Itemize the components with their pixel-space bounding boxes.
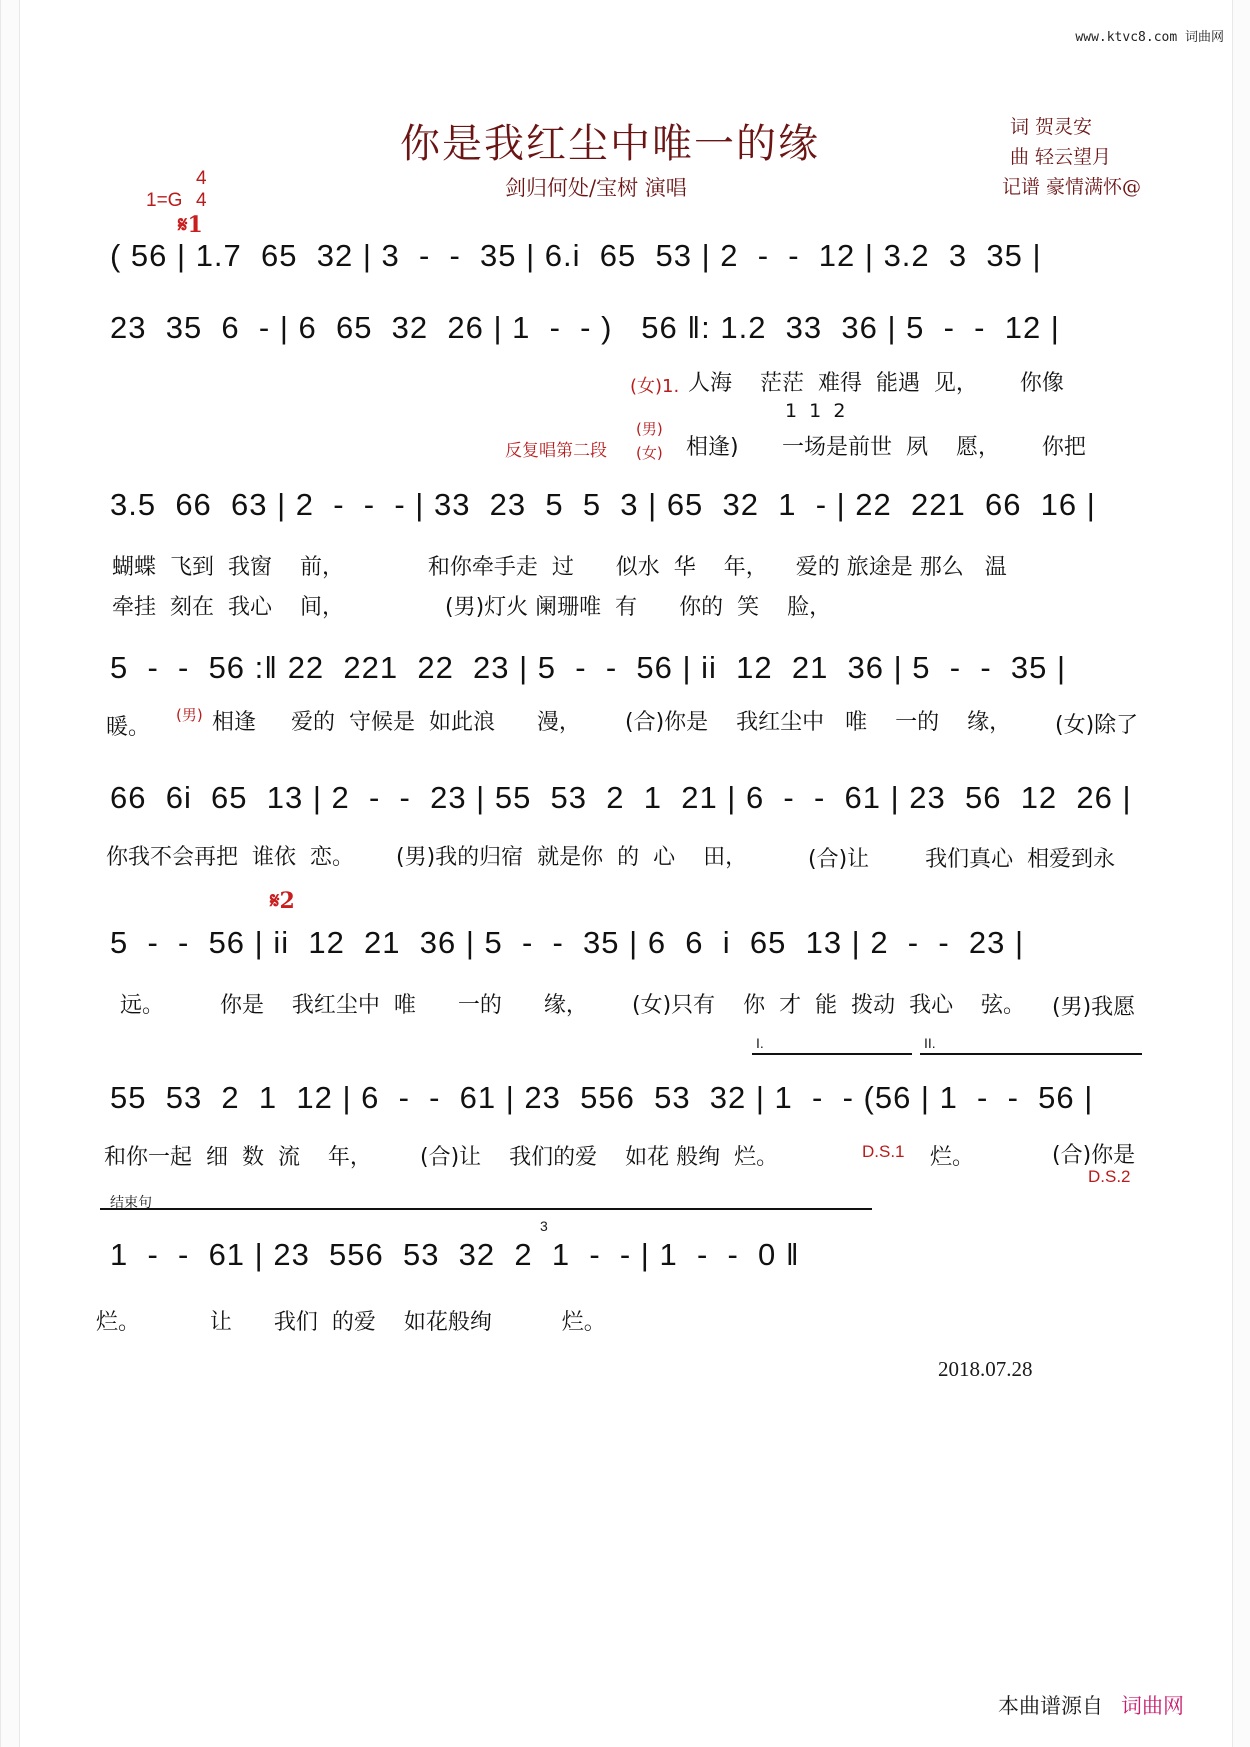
- lyric-line-8b: (合)让 我们的爱 如花 般绚 烂。: [420, 1145, 779, 1170]
- notation-row-2: 23 35 6 - | 6 65 32 26 | 1 - - ) 56 ‖: 1.2 33 36 | 5 - - 12 |: [110, 310, 1060, 345]
- lyric-line-5c: 相逢 爱的 守候是 如此浪 漫，: [212, 710, 581, 735]
- volta-2-bracket: [920, 1053, 1142, 1055]
- singer-male-tag-2: (男): [176, 706, 203, 724]
- source-site: 词曲网: [1121, 1694, 1184, 1718]
- lyric-line-8c: 烂。: [930, 1145, 975, 1170]
- lyric-singer-tag: (女)1.: [630, 376, 680, 397]
- lyric-line-5e: (女)除了: [1055, 713, 1139, 738]
- lyric-line-2a: 相逢): [686, 435, 739, 460]
- ds-1-marker: D.S.1: [862, 1142, 905, 1161]
- ending-label: 结束句: [110, 1194, 152, 1210]
- notation-row-5: 66 6i 65 13 | 2 - - 23 | 55 53 2 1 21 | 6 - - 61 | 23 56 12 26 |: [110, 780, 1132, 815]
- notation-row-1: ( 56 | 1.7 65 32 | 3 - - 35 | 6.i 65 53 | 2 - - 12 | 3.2 3 35 |: [110, 238, 1042, 273]
- notation-row-8: 1 - - 61 | 23 556 53 32 2 1 - - | 1 - - 0 ‖: [110, 1237, 800, 1272]
- site-url: www.ktvc8.com 词曲网: [1075, 30, 1224, 45]
- repeat-note: 反复唱第二段: [505, 441, 607, 461]
- lyric-line-3: 蝴蝶 飞到 我窗 前， 和你牵手走 过 似水 华 年， 爱的 旅途是 那么 温: [112, 555, 1007, 580]
- lyric-line-5d: (合)你是 我红尘中 唯 一的 缘，: [625, 710, 1012, 735]
- composer: 曲 轻云望月: [1010, 146, 1112, 168]
- singer-male-tag: (男): [636, 420, 663, 438]
- segno-2-icon: 𝄋2: [270, 888, 295, 914]
- source-label: 本曲谱源自: [998, 1694, 1103, 1718]
- lyric-line-2b: 一场是前世 夙 愿， 你把: [782, 435, 1086, 460]
- meter-top: 4: [196, 168, 207, 189]
- right-watermark-strip: [1232, 0, 1250, 1747]
- lyric-line-4b: (男)灯火 阑珊唯 有 你的 笑 脸，: [445, 595, 832, 620]
- key-signature: 1=G: [146, 190, 183, 211]
- notation-row-4: 5 - - 56 :‖ 22 221 22 23 | 5 - - 56 | ii 12 21 36 | 5 - - 35 |: [110, 650, 1067, 685]
- meter-bottom: 4: [196, 190, 207, 211]
- lyric-line-6c: (合)让 我们真心 相爱到永: [808, 847, 1116, 872]
- lyric-line-6b: (男)我的归宿 就是你 的 心 田，: [396, 845, 748, 870]
- lyric-line-9: 烂。 让 我们 的爱 如花般绚 烂。: [96, 1310, 606, 1335]
- singer-female-tag: (女): [636, 444, 663, 462]
- lyric-line-8d: (合)你是: [1052, 1143, 1136, 1168]
- volta-1-bracket: [752, 1053, 912, 1055]
- lyric-line-7b: (女)只有 你 才 能 拨动 我心 弦。: [632, 993, 1026, 1018]
- source-credit: [998, 1690, 1184, 1720]
- song-title: 你是我红尘中唯一的缘: [400, 121, 820, 167]
- transcriber: 记谱 豪情满怀@: [1002, 176, 1142, 198]
- segno-1-icon: 𝄋1: [178, 212, 203, 238]
- lyric-line-7: 远。 你是 我红尘中 唯 一的 缘，: [120, 993, 588, 1018]
- pickup-notes: 1 1 2: [785, 400, 846, 422]
- ds-2-marker: D.S.2: [1088, 1167, 1131, 1186]
- lyric-line-6: 你我不会再把 谁依 恋。: [106, 845, 354, 870]
- left-watermark-strip: [0, 0, 20, 1747]
- lyric-line-5: 暖。: [106, 715, 151, 740]
- lyric-line-4: 牵挂 刻在 我心 间，: [112, 595, 344, 620]
- lyricist: 词 贺灵安: [1010, 116, 1093, 138]
- notation-row-7: 55 53 2 1 12 | 6 - - 61 | 23 556 53 32 | 1 - - (56 | 1 - - 56 |: [110, 1080, 1094, 1115]
- volta-1-label: I.: [756, 1035, 764, 1051]
- ending-bracket: [100, 1208, 872, 1210]
- time-signature: [196, 168, 207, 212]
- volta-2-label: II.: [924, 1035, 936, 1051]
- lyric-line-1: 人海 茫茫 难得 能遇 见， 你像: [688, 371, 1064, 396]
- lyric-line-7c: (男)我愿: [1052, 995, 1136, 1020]
- singers: 剑归何处/宝树 演唱: [505, 176, 687, 200]
- notation-row-3: 3.5 66 63 | 2 - - - | 33 23 5 5 3 | 65 32 1 - | 22 221 66 16 |: [110, 487, 1096, 522]
- date: 2018.07.28: [938, 1357, 1033, 1381]
- triplet-mark: 3: [540, 1218, 548, 1234]
- notation-row-6: 5 - - 56 | ii 12 21 36 | 5 - - 35 | 6 6 i 65 13 | 2 - - 23 |: [110, 925, 1025, 960]
- lyric-line-8: 和你一起 细 数 流 年，: [104, 1145, 372, 1170]
